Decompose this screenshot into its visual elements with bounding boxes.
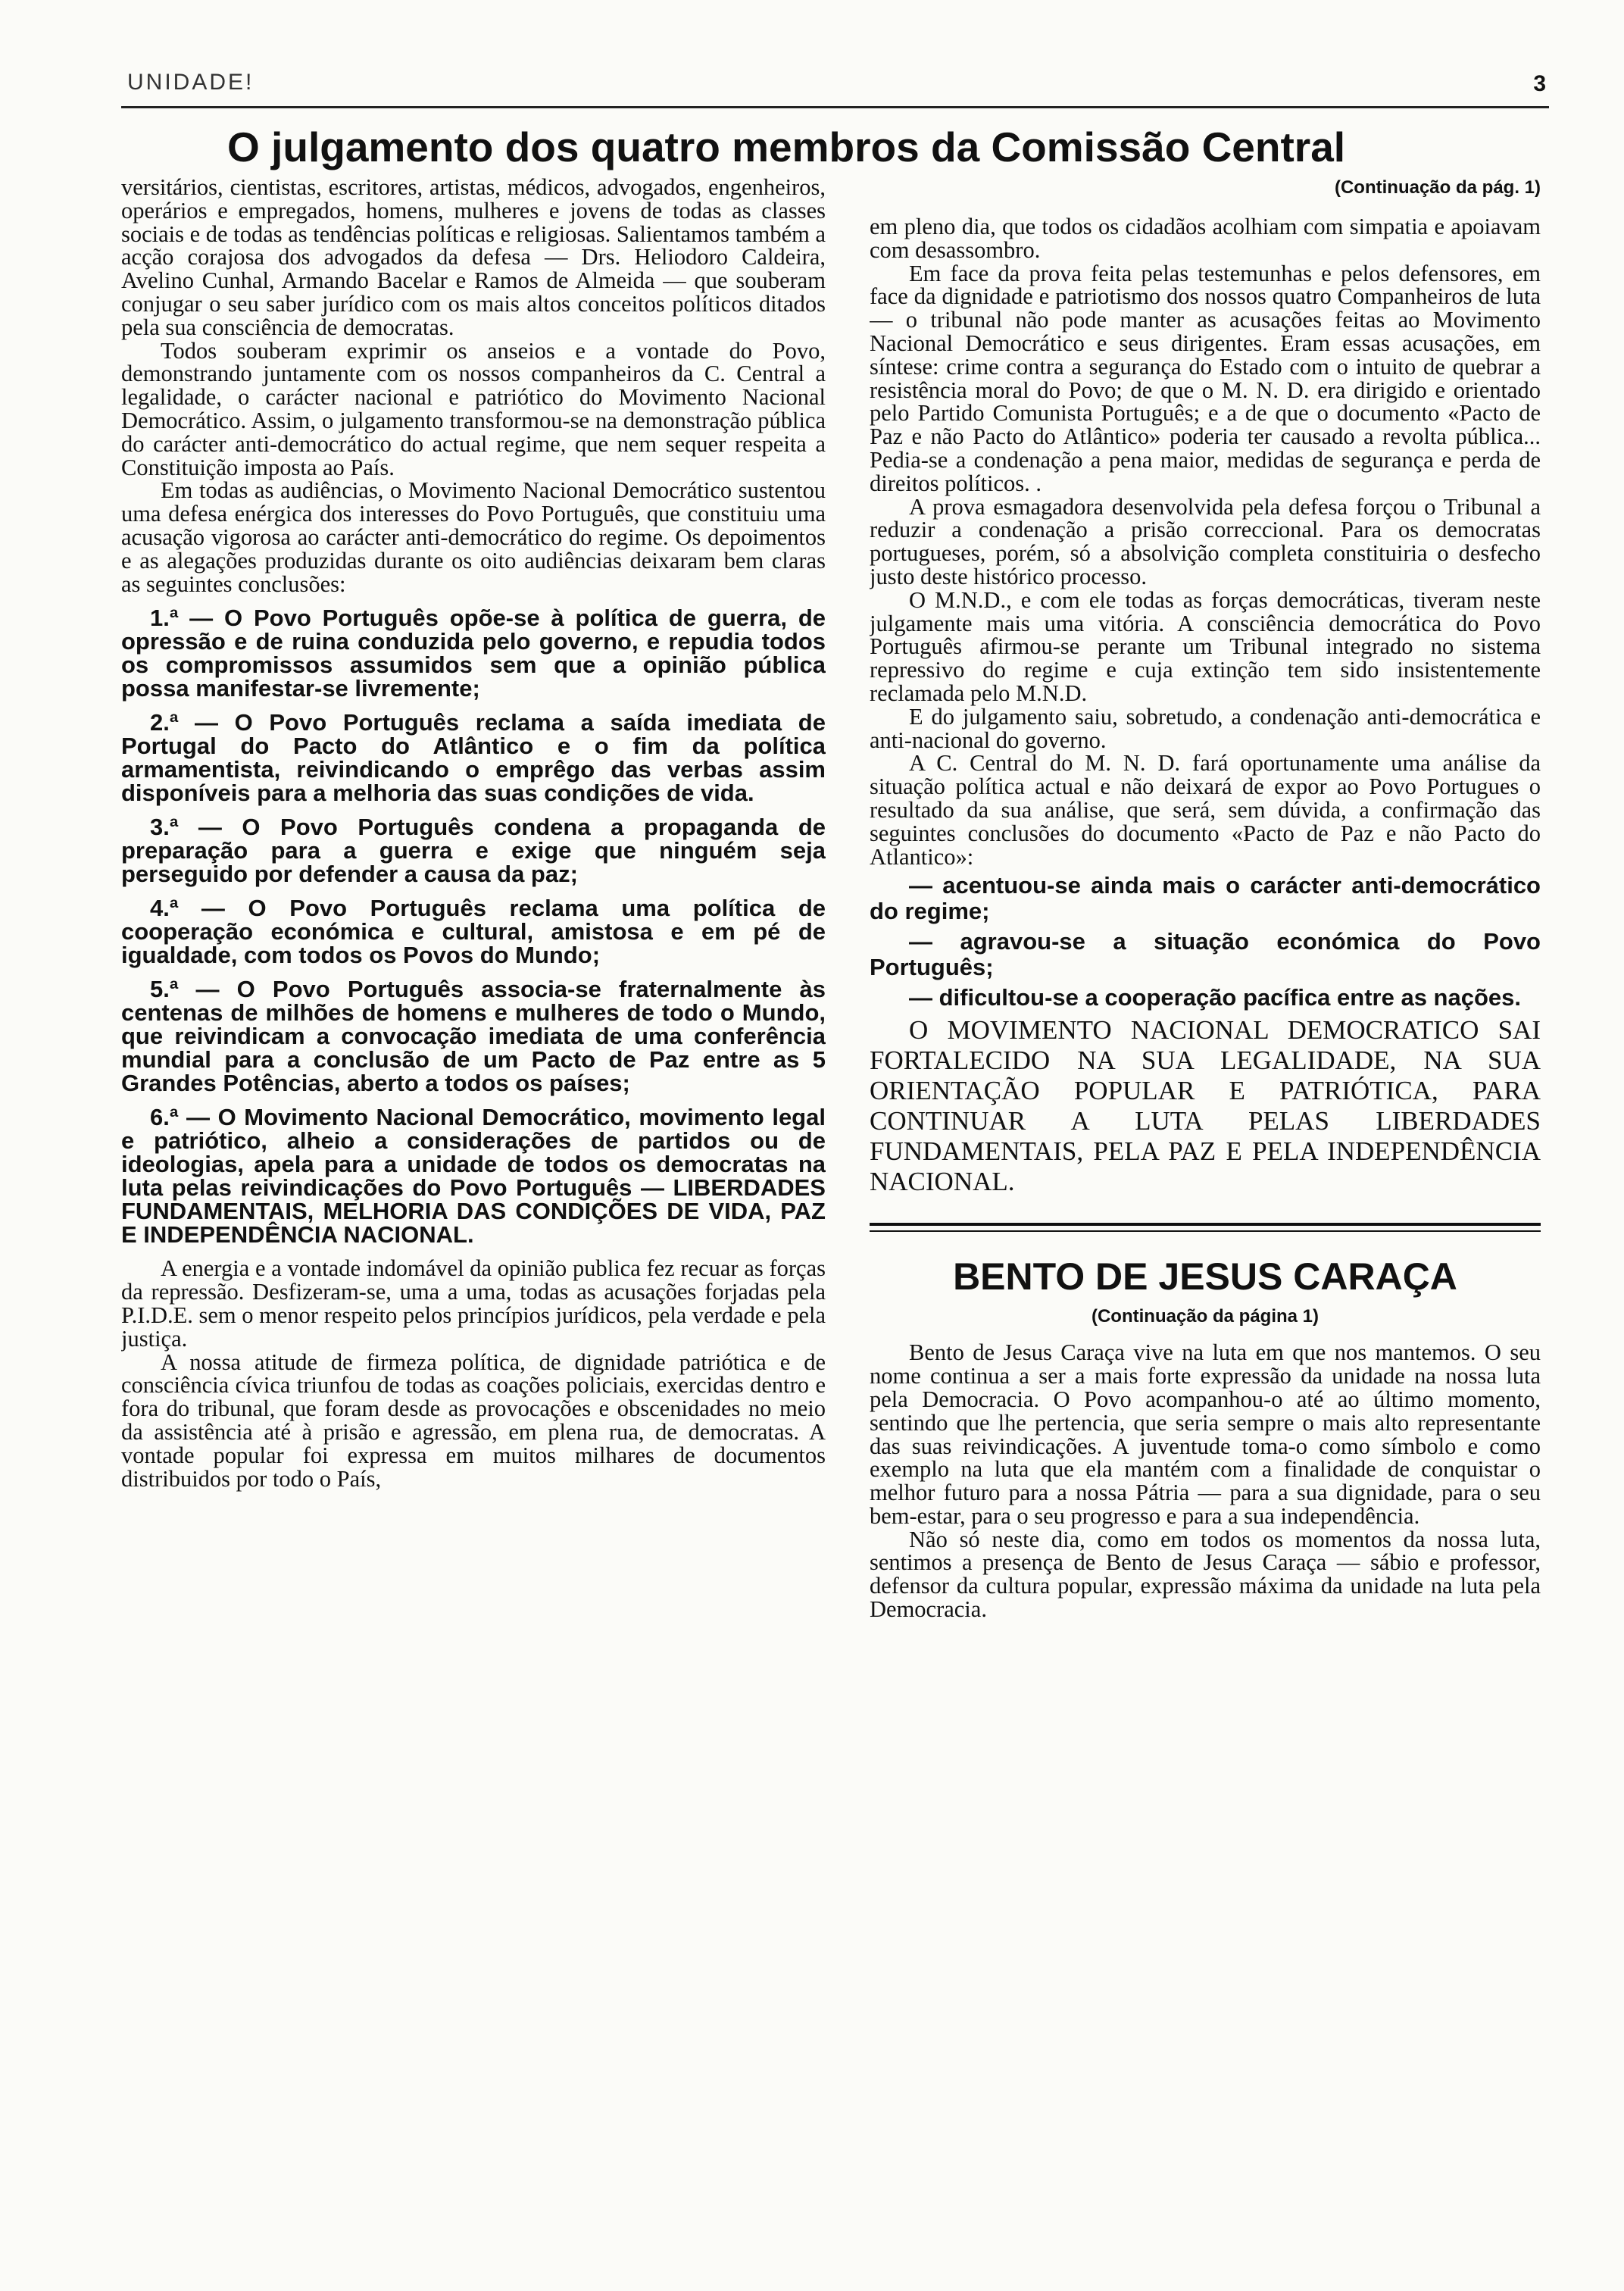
- conclusion-6: 6.ª — O Movimento Nacional Democrático, movimento legal e patriótico, alheio a considerações de partidos ou de ideologias, apela para a unidade de todos os democratas na luta pelas reivindicações do Povo Português — LIBERDADES FUNDAMENTAIS, MELHORIA DAS CONDIÇÕES DE VIDA, PAZ E INDEPENDÊNCIA NACIONAL.: [121, 1104, 826, 1249]
- article-paragraph: Em face da prova feita pelas testemunhas e pelos defensores, em face da dignidade e patriotismo dos nossos quatro Companheiros de luta — o tribunal não pode manter as acusações feitas ao Movimento Nacional Democrático e seus dirigentes. Eram essas acusações, em síntese: crime contra a segurança do Estado com o intuito de quebrar a resistência moral do Povo; de que o M. N. D. era dirigido e orientado pelo Partido Comunista Português; e a de que o documento «Pacto de Paz e não Pacto do Atlântico» poderia ter causado a revolta pública... Pedia-se a condenação a pena maior, medidas de segurança e perda de direitos políticos. .: [870, 260, 1541, 496]
- continuation-note: (Continuação da pág. 1): [1334, 177, 1541, 198]
- bento-paragraph: Não só neste dia, como em todos os momentos da nossa luta, sentimos a presença de Bento de Jesus Caraça — sábio e professor, defensor da cultura popular, expressão máxima da unidade na luta pela Democracia.: [870, 1526, 1541, 1623]
- left-column: [121, 176, 826, 2236]
- conclusion-2: 2.ª — O Povo Português reclama a saída imediata de Portugal do Pacto do Atlântico e o fim da política armamentista, reivindicando o emprêgo das verbas assim disponíveis para a melhoria das suas condições de vida.: [121, 709, 826, 807]
- conclusion-5: 5.ª — O Povo Português associa-se fraternalmente às centenas de milhões de homens e mulheres de todo o Mundo, que reivindicam a convocação imediata de uma conferência mundial para a conclusão de um Pacto de Paz entre as 5 Grandes Potências, aberto a todos os países;: [121, 976, 826, 1097]
- document-conclusion-1: — acentuou-se ainda mais o carácter anti-democrático do regime;: [870, 872, 1541, 925]
- conclusion-1: 1.ª — O Povo Português opõe-se à política de guerra, de opressão e de ruina conduzida pelo governo, e repudia todos os compromissos assumidos sem que a opinião pública possa manifestar-se livremente;: [121, 605, 826, 702]
- article-paragraph: A nossa atitude de firmeza política, de dignidade patriótica e de consciência cívica triunfou de todas as coações policiais, exercidas dentro e fora do tribunal, que foram desde as provocações e obscenidades no meio da assistência até à prisão e agressão, em plena rua, de democratas. A vontade popular foi expressa em muitos milhares de documentos distribuidos por todo o País,: [121, 1349, 826, 1492]
- document-conclusion-3: — dificultou-se a cooperação pacífica entre as nações.: [909, 984, 1521, 1011]
- bento-continuation-note: (Continuação da página 1): [1091, 1306, 1320, 1327]
- page-number: 3: [1533, 71, 1546, 96]
- article-paragraph: A prova esmagadora desenvolvida pela defesa forçou o Tribunal a reduzir a condenação a prisão correccional. Para os democratas portugueses, porém, só a absolvição completa constituiria o desfecho justo deste histórico processo.: [870, 493, 1541, 589]
- article-paragraph: O M.N.D., e com ele todas as forças democráticas, tiveram neste julgamente mais uma vitória. A consciência democrática do Povo Português afirmou-se perante um Tribunal integrado no sistema repressivo do regime e cuja extinção tem sido insistentemente reclamada pelo M.N.D.: [870, 586, 1541, 706]
- main-headline: O julgamento dos quatro membros da Comissão Central: [227, 123, 1346, 170]
- article-paragraph: versitários, cientistas, escritores, artistas, médicos, advogados, engenheiros, operários e empregados, homens, mulheres e jovens de todas as classes sociais e de todas as tendências políticas e religiosas. Salientamos também a acção corajosa dos advogados da defesa — Drs. Heliodoro Caldeira, Avelino Cunhal, Armando Bacelar e Ramos de Almeida — que souberam conjugar o seu saber jurídico com os mais altos conceitos políticos ditados pela sua consciência de democratas.: [121, 176, 826, 340]
- newspaper-name: UNIDADE!: [127, 70, 255, 95]
- article-paragraph: A C. Central do M. N. D. fará oportunamente uma análise da situação política actual e não deixará de expor ao Povo Portugues o resultado da sua análise, que será, sem dúvida, a confirmação das seguintes conclusões do documento «Pacto de Paz e não Pacto do Atlantico»:: [870, 750, 1541, 870]
- conclusion-4: 4.ª — O Povo Português reclama uma política de cooperação económica e cultural, amistosa e em pé de igualdade, com todos os Povos do Mundo;: [121, 895, 826, 969]
- running-head: [121, 70, 1549, 108]
- article-paragraph: Todos souberam exprimir os anseios e a vontade do Povo, demonstrando juntamente com os nossos companheiros da C. Central a legalidade, o carácter nacional e patriótico do Movimento Nacional Democrático. Assim, o julgamento transformou-se na demonstração pública do carácter anti-democrático do actual regime, que nem sequer respeita a Constituição imposta ao País.: [121, 337, 826, 480]
- article-paragraph: Em todas as audiências, o Movimento Nacional Democrático sustentou uma defesa enérgica dos interesses do Povo Português, que constituiu uma acusação vigorosa ao carácter anti-democrático do regime. Os depoimentos e as alegações produzidas durante os oito audiências deixaram bem claras as seguintes conclusões:: [121, 477, 826, 597]
- bento-caraca-title: BENTO DE JESUS CARAÇA: [953, 1255, 1457, 1299]
- right-column: [870, 176, 1541, 2236]
- section-divider: [870, 1223, 1541, 1232]
- bento-paragraph: Bento de Jesus Caraça vive na luta em que nos mantemos. O seu nome continua a ser a mais forte expressão da unidade na nossa luta pela Democracia. O Povo acompanhou-o até ao último momento, sentindo que lhe pertencia, que seria sempre o mais alto representante das suas reivindicações. A juventude toma-o como símbolo e como exemplo na luta que ela mantém com a finalidade de conquistar o melhor futuro para a nossa Pátria — para a sua dignidade, para o seu bem-estar, para o seu progresso e para a sua independência.: [870, 1339, 1541, 1529]
- closing-statement: O MOVIMENTO NACIONAL DEMOCRATICO SAI FORTALECIDO NA SUA LEGALIDADE, NA SUA ORIENTAÇÃO POPULAR E PATRIÓTICA, PARA CONTINUAR A LUTA PELAS LIBERDADES FUNDAMENTAIS, PELA PAZ E PELA INDEPENDÊNCIA NACIONAL.: [870, 1015, 1541, 1197]
- conclusion-3: 3.ª — O Povo Português condena a propaganda de preparação para a guerra e exige que ninguém seja perseguido por defender a causa da paz;: [121, 814, 826, 888]
- article-paragraph: em pleno dia, que todos os cidadãos acolhiam com simpatia e apoiavam com desassombro.: [870, 214, 1541, 263]
- article-paragraph: A energia e a vontade indomável da opinião publica fez recuar as forças da repressão. Desfizeram-se, uma a uma, todas as acusações forjadas pela P.I.D.E. sem o menor respeito pelos princípios jurídicos, pela verdade e pela justiça.: [121, 1255, 826, 1352]
- document-conclusion-2: — agravou-se a situação económica do Povo Português;: [870, 928, 1541, 981]
- article-paragraph: E do julgamento saiu, sobretudo, a condenação anti-democrática e anti-nacional do governo.: [870, 703, 1541, 753]
